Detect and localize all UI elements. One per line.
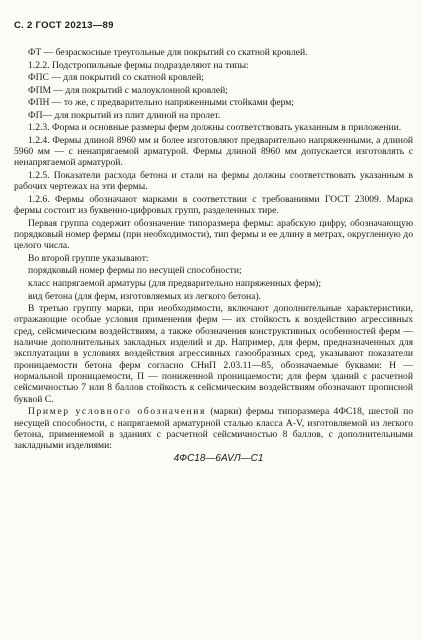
paragraph-second-group: Во второй группе указывают:: [28, 252, 149, 264]
paragraph-1-2-5: 1.2.5. Показатели расхода бетона и стали на фермы должны соответствовать указанным в рабочих чертежах на эти фермы.: [14, 169, 413, 193]
paragraph-1-2-3: 1.2.3. Форма и основные размеры ферм должны соответствовать указанным в приложении.: [28, 122, 402, 134]
paragraph-second-group-item-1: порядковый номер фермы по несущей способности;: [28, 265, 242, 277]
paragraph-1-2-2: 1.2.2. Подстропильные фермы подразделяют на типы:: [28, 59, 249, 71]
paragraph-third-group: В третью группу марки, при необходимости, включают дополнительные характеристики, отражающие особые условия применения ферм — их стойкость к воздействию агрессивных сред, сейсмическим воздействиям, а также обозначения конструктивных особенностей ферм — наличие дополнительных закладных изделий и др. Например, для ферм, предназначенных для эксплуатации в условиях воздействия агрессивных газообразных сред, указывают показатели проницаемости бетона ферм согласно СНиП 2.03.11—85, обозначаемые буквами: Н — нормальной проницаемости, П — пониженной проницаемости; для ферм зданий с расчетной сейсмичностью 7 или 8 баллов стойкость к сейсмическим воздействиям обозначают прописной буквой С.: [14, 303, 413, 405]
paragraph-1-2-6: 1.2.6. Фермы обозначают марками в соответствии с требованиями ГОСТ 23009. Марка фермы состоит из буквенно-цифровых групп, разделенных тире.: [14, 193, 413, 217]
paragraph-fpm-definition: ФПМ — для покрытий с малоуклонной кровлей;: [28, 84, 228, 96]
paragraph-example: [14, 406, 413, 451]
paragraph-fps-definition: ФПС — для покрытий со скатной кровлей;: [28, 72, 204, 84]
example-lead: Пример условного обозначения: [28, 406, 207, 418]
paragraph-second-group-item-2: класс напрягаемой арматуры (для предварительно напряженных ферм);: [28, 277, 322, 289]
paragraph-fp-definition: ФП— для покрытий из плит длиной на пролет.: [28, 109, 221, 121]
document-body: [14, 47, 413, 465]
paragraph-first-group: Первая группа содержит обозначение типоразмера фермы: арабскую цифру, обозначающую порядковый номер фермы (при необходимости), тип фермы и ее длину в метрах, округленную до целого числа.: [14, 217, 413, 252]
paragraph-ft-definition: ФТ — безраскосные треугольные для покрытий со скатной кровлей.: [28, 47, 308, 58]
paragraph-fpn-definition: ФПН — то же, с предварительно напряженными стойками ферм;: [28, 97, 294, 109]
page-header: С. 2 ГОСТ 20213—89: [14, 20, 114, 31]
paragraph-second-group-item-3: вид бетона (для ферм, изготовляемых из легкого бетона).: [28, 290, 262, 302]
paragraph-1-2-4: 1.2.4. Фермы длиной 8960 мм и более изготовляют предварительно напряженными, а длиной 5960 мм — с ненапрягаемой арматурой. Фермы длиной 8960 мм допускается изготовлять с ненапрягаемой арматурой.: [14, 134, 413, 169]
example-text: (марки) фермы типоразмера 4ФС18, шестой по несущей способности, с напрягаемой арматурной сталью класса A-V, изготовляемой из легкого бетона, применяемой в зданиях с расчетной сейсмичностью 8 баллов, с дополнительными закладными изделиями:: [14, 406, 413, 452]
example-formula: 4ФС18—6AVЛ—С1: [173, 452, 264, 464]
